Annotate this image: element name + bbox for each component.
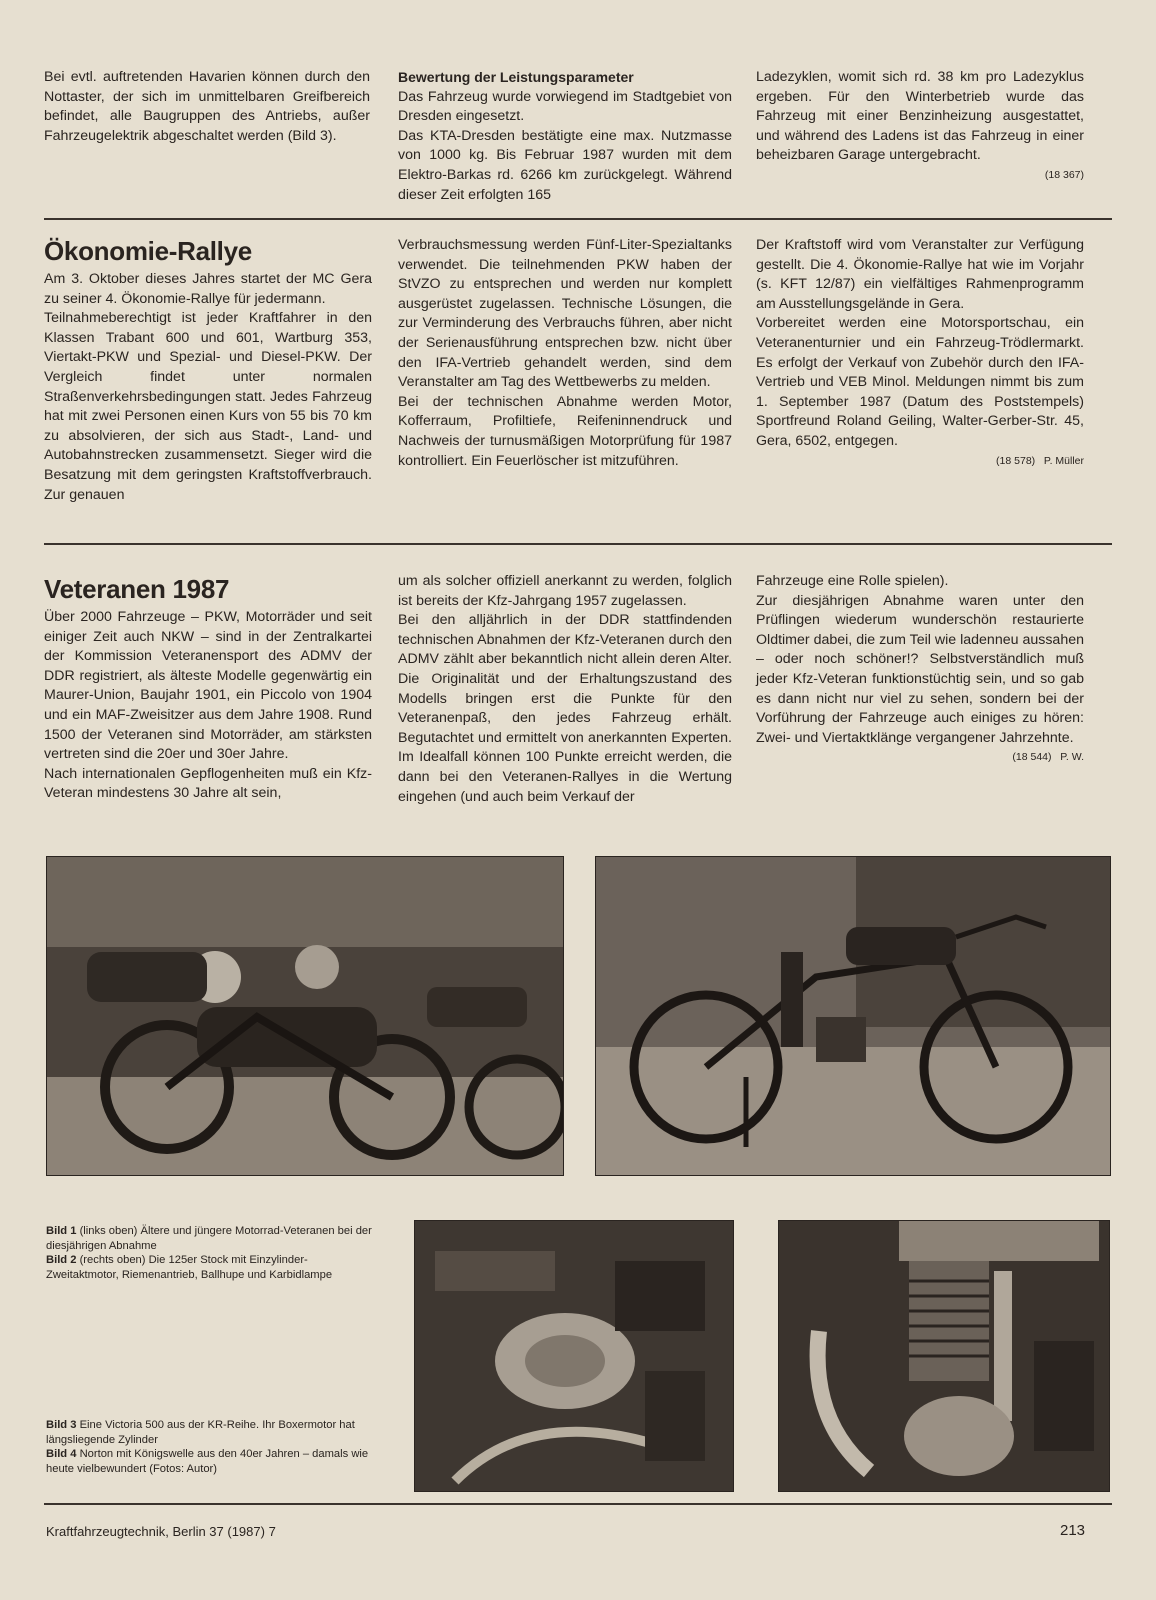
motorcycles-row-image	[47, 857, 563, 1175]
caption-bild-1-label: Bild 1	[46, 1225, 77, 1237]
leistungsparameter-heading: Bewertung der Leistungsparameter	[398, 69, 634, 85]
caption-bild-1-text: (links oben) Ältere und jüngere Motorrad-Veteranen bei der diesjährigen Abnahme	[46, 1225, 372, 1252]
caption-bild-2-label: Bild 2	[46, 1254, 77, 1266]
divider-middle	[44, 543, 1112, 545]
top-reference: (18 367)	[1044, 168, 1084, 181]
caption-bild-2-text: (rechts oben) Die 125er Stock mit Einzylinder-Zweitaktmotor, Riemenantrieb, Ballhupe und Karbidlampe	[46, 1254, 333, 1281]
veteranen-paragraph-5: Fahrzeuge eine Rolle spielen).	[756, 573, 949, 589]
veteranen-author: P. W.	[1060, 751, 1084, 764]
rallye-paragraph-5: Der Kraftstoff wird vom Veranstalter zur Verfügung gestellt. Die 4. Ökonomie-Rallye hat wie im Vorjahr (s. KFT 12/87) ein vielfältiges Rahmenprogramm am Ausstellungsgelände in Gera.	[756, 237, 1084, 312]
caption-bild-3-4	[46, 1418, 384, 1476]
stock-motorcycle-image	[596, 857, 1110, 1175]
top-col3-text: Ladezyklen, womit sich rd. 38 km pro Ladezyklus ergeben. Für den Winterbetrieb wurde das Fahrzeug mit einer Benzinheizung ausgestattet, und während des Ladens ist das Fahrzeug in einer beheizbaren Garage untergebracht.	[756, 69, 1084, 164]
caption-bild-4-label: Bild 4	[46, 1448, 77, 1460]
norton-engine-image	[779, 1221, 1109, 1491]
rallye-paragraph-4: Bei der technischen Abnahme werden Motor, Kofferraum, Profiltiefe, Reifeninnendruck und Nachweis der turnusmäßigen Motorprüfung für 1987 kontrolliert. Ein Feuerlöscher ist mitzuführen.	[398, 393, 732, 469]
rallye-column-2	[398, 236, 732, 471]
caption-bild-1-2	[46, 1224, 374, 1282]
rallye-paragraph-1: Am 3. Oktober dieses Jahres startet der MC Gera zu seiner 4. Ökonomie-Rallye für jedermann.	[44, 271, 372, 307]
top-column-1	[44, 68, 370, 146]
photo-bild-1	[46, 856, 564, 1176]
rallye-paragraph-3: Verbrauchsmessung werden Fünf-Liter-Spezialtanks verwendet. Die teilnehmenden PKW haben der StVZO zu entsprechen und werden nur komplett ausgerüstet zugelassen. Technische Lösungen, die zur Verminderung des Verbrauchs führen, aber nicht der Serienausführung entsprechen bzw. nicht über den IFA-Vertrieb gehandelt werden, sind dem Veranstalter am Tag des Wettbewerbs zu melden.	[398, 237, 732, 391]
veteranen-paragraph-2: Nach internationalen Gepflogenheiten muß ein Kfz-Veteran mindestens 30 Jahre alt sein,	[44, 765, 372, 802]
caption-bild-4-text: Norton mit Königswelle aus den 40er Jahren – damals wie heute vielbewundert (Fotos: Autor)	[46, 1448, 369, 1475]
rallye-column-3	[756, 236, 1084, 471]
top-col2-paragraph-1: Das Fahrzeug wurde vorwiegend im Stadtgebiet von Dresden eingesetzt.	[398, 88, 732, 125]
top-column-2	[398, 68, 732, 205]
divider-bottom	[44, 1503, 1112, 1505]
caption-bild-1	[46, 1224, 374, 1253]
rallye-column-1	[44, 236, 372, 505]
page-number: 213	[1060, 1522, 1086, 1539]
rallye-title: Ökonomie-Rallye	[44, 236, 252, 266]
top-column-3	[756, 68, 1084, 186]
photo-bild-4	[778, 1220, 1110, 1492]
veteranen-column-1	[44, 574, 372, 804]
photo-bild-3	[414, 1220, 734, 1492]
footer-journal: Kraftfahrzeugtechnik, Berlin 37 (1987) 7	[46, 1524, 276, 1539]
rallye-paragraph-2: Teilnahmeberechtigt ist jeder Kraftfahrer in den Klassen Trabant 600 und 601, Wartburg 353, Viertakt-PKW und Spezial- und Diesel-PKW. Der Vergleich findet unter normalen Straßenverkehrsbedingungen statt. Jedes Fahrzeug hat mit zwei Personen einen Kurs von 55 bis 70 km zu absolvieren, der sich aus Stadt-, Land- und Autobahnstrecken zusammensetzt. Sieger wird die Besatzung mit dem geringsten Kraftstoffverbrauch. Zur genauen	[44, 310, 372, 503]
veteranen-paragraph-4: Bei den alljährlich in der DDR stattfindenden technischen Abnahmen der Kfz-Veteranen durch den ADMV zählt aber bekanntlich nicht allein deren Alter. Die Originalität und der Erhaltungszustand des Modells bringen erst die Punkte für den Veteranenpaß, den jedes Fahrzeug erhält. Begutachtet und ermittelt von anerkannten Experten. Im Idealfall können 100 Punkte erreicht werden, die dann bei den Veteranen-Rallyes in die Wertung eingehen (und auch beim Verkauf der	[398, 612, 732, 805]
caption-bild-3-text: Eine Victoria 500 aus der KR-Reihe. Ihr Boxermotor hat längsliegende Zylinder	[46, 1419, 355, 1446]
caption-bild-3	[46, 1418, 384, 1447]
rallye-ref-number: (18 578)	[996, 454, 1036, 467]
victoria-engine-image	[415, 1221, 733, 1491]
veteranen-reference	[756, 748, 1084, 768]
veteranen-column-3	[756, 572, 1084, 768]
top-col2-paragraph-2: Das KTA-Dresden bestätigte eine max. Nutzmasse von 1000 kg. Bis Februar 1987 wurden mit dem Elektro-Barkas rd. 6266 km zurückgelegt. Während dieser Zeit erfolgten 165	[398, 127, 732, 203]
caption-bild-4	[46, 1447, 384, 1476]
veteranen-paragraph-1: Über 2000 Fahrzeuge – PKW, Motorräder und seit einiger Zeit auch NKW – sind in der Zentralkartei der Kommission Veteranensport des ADMV der DDR registriert, als älteste Modelle gegenwärtig ein Maurer-Union, Baujahr 1901, ein Piccolo von 1904 und ein MAF-Zweisitzer aus dem Jahre 1908. Rund 1500 der Veteranen sind Motorräder, am stärksten vertreten sind die 20er und 30er Jahre.	[44, 609, 372, 763]
veteranen-title: Veteranen 1987	[44, 574, 230, 604]
divider-top	[44, 218, 1112, 220]
veteranen-ref-number: (18 544)	[1012, 751, 1052, 764]
rallye-paragraph-6: Vorbereitet werden eine Motorsportschau, ein Veteranenturnier und ein Fahrzeug-Trödlermarkt. Es erfolgt der Verkauf von Zubehör durch den IFA-Vertrieb und VEB Minol. Meldungen nimmt bis zum 1. September 1987 (Datum des Poststempels) Sportfreund Roland Geiling, Walter-Gerber-Str. 45, Gera, 6502, entgegen.	[756, 315, 1084, 449]
veteranen-paragraph-3: um als solcher offiziell anerkannt zu werden, folglich ist bereits der Kfz-Jahrgang 1957 zugelassen.	[398, 573, 732, 609]
veteranen-paragraph-6: Zur diesjährigen Abnahme waren unter den Prüflingen wiederum wunderschön restaurierte Oldtimer dabei, die zum Teil wie ladenneu aussahen – oder noch schöner!? Selbstverständlich muß jeder Kfz-Veteran funktionstüchtig sein, und so gab es dann nicht nur viel zu sehen, sondern bei der Vorführung der Fahrzeuge auch einiges zu hören: Zwei- und Viertaktklänge vergangener Jahrzehnte.	[756, 592, 1084, 746]
rallye-reference	[756, 452, 1084, 472]
top-col1-text: Bei evtl. auftretenden Havarien können durch den Nottaster, der sich im unmittelbaren Greifbereich befindet, alle Baugruppen des Antriebs, außer Fahrzeugelektrik abgeschaltet werden (Bild 3).	[44, 69, 370, 144]
caption-bild-3-label: Bild 3	[46, 1419, 77, 1431]
photo-bild-2	[595, 856, 1111, 1176]
rallye-author: P. Müller	[1043, 454, 1084, 467]
veteranen-column-2	[398, 572, 732, 807]
caption-bild-2	[46, 1253, 374, 1282]
